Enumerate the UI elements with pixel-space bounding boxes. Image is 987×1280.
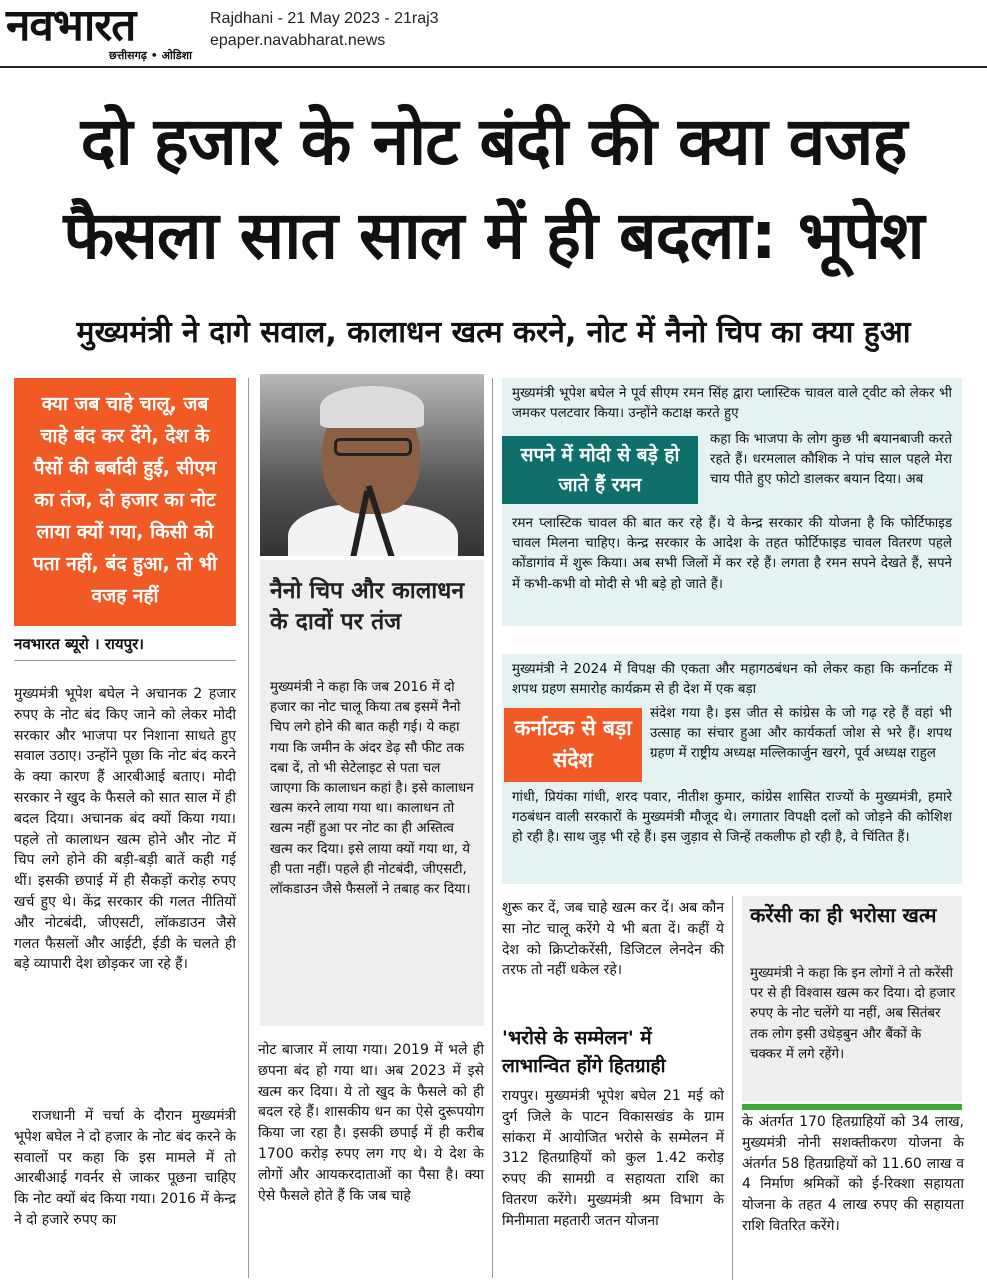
nano-chip-heading: नैनो चिप और कालाधन के दावों पर तंज [270,578,465,635]
logo-text: नवभारत [6,0,136,51]
sapne-side-text: कहा कि भाजपा के लोग कुछ भी बयानबाजी करते रहते हैं। धरमलाल कौशिक ने पांच साल पहले मेरा चाय पीते हुए फोटो डालकर बयान दिया। अब [710,432,952,488]
column-4-bottom-text: के अंतर्गत 170 हितग्राहियों को 34 लाख, मुख्यमंत्री नोनी सशक्तीकरण योजना के अंतर्गत 58 हितग्राहियों को 11.60 लाख व 4 निर्माण श्रमिकों को ई-रिक्शा सहायता योजना के तहत 4 लाख रुपए की सहायता राशि वितरित करेंगे। [742,1114,964,1234]
headline-line-1: दो हजार के नोट बंदी की क्या वजह [80,103,907,180]
pull-quote-text: क्या जब चाहे चालू, जब चाहे बंद कर देंगे, देश के पैसों की बर्बादी हुई, सीएम का तंज, दो हजार का नोट लाया क्यों गया, किसी को पता नहीं, बंद हुआ, तो भी वजह नहीं [32,393,218,607]
byline: नवभारत ब्यूरो । रायपुर। [14,635,144,653]
sapne-rest-text: रमन प्लास्टिक चावल की बात कर रहे हैं। ये केन्द्र सरकार की योजना है कि फोर्टिफाइड चावल मिलना चाहिए। केन्द्र सरकार के आदेश के तहत फोर्टिफाइड चावल वितरण पहले कोंडागांव में शुरू किया। अब सभी जिलों में कर रहे हैं। लगता है रमन सपने देखते हैं, सपने में कभी-कभी वो मोदी से भी बड़े हो जाते हैं। [512,516,952,592]
edition-line: Rajdhani - 21 May 2023 - 21raj3 [210,10,439,27]
column-1-paragraph-2: राजधानी में चर्चा के दौरान मुख्यमंत्री भूपेश बघेल ने दो हजार के नोट बंद करने के सवालों पर कहा कि इस मामले में तो आरबीआई गवर्नर से जाकर पूछना चाहिए कि नोट क्यों बंद किया गया। 2016 में केन्द्र ने दो हजारे रुपए का [14,1108,236,1228]
karnataka-heading: कर्नाटक से बड़ा संदेश [504,708,642,782]
edition-meta [210,8,560,52]
pull-quote-box [14,378,236,626]
column-divider-1 [248,378,249,1278]
column-3-top-text: शुरू कर दें, जब चाहे खत्म कर दें। अब कौन सा नोट चालू करेंगे ये भी बता दें। कहीं ये देश को क्रिप्टोकरेंसी, डिजिटल लेनदेन की तरफ तो नहीं धकेल रहे। [502,900,724,979]
currency-text: मुख्यमंत्री ने कहा कि इन लोगों ने तो करेंसी पर से ही विश्वास खत्म कर दिया। दो हजार रुपए के नोट चलेंगे या नहीं, अब सितंबर तक लोग इसी उधेड़बुन और बैंकों के चक्कर में लगे रहेंगे। [750,966,956,1062]
karnataka-rest-text: गांधी, प्रियंका गांधी, शरद पवार, नीतीश कुमार, कांग्रेस शासित राज्यों के मुख्यमंत्री, हमारे गठबंधन वाली सरकारों के मुख्यमंत्री मौजूद थे। लगातार विपक्षी दलों को जोड़ने की कोशिश हो रही है। साथ जुड़ भी रहे हैं। इस जुड़ाव से जिन्हें तकलीफ हो रही है, वे चिंतित हैं। [512,790,952,846]
column-1-paragraph-1: मुख्यमंत्री भूपेश बघेल ने अचानक 2 हजार रुपए के नोट बंद किए जाने को लेकर मोदी सरकार और भाजपा पर निशाना साधते हुए सवाल उठाए। उन्होंने पूछा कि नोट बंद करने के क्या कारण हैं आरबीआई बताए। मोदी सरकार ने खुद के फैसले को सात साल में ही बदल दिया। अचानक बंद क्यों किया गया। पहले तो कालाधन खत्म होने और नोट में चिप लगे होने की बड़ी-बड़ी बातें कही गई थीं। इसकी छपाई में ही सैकड़ों करोड़ रुपए खर्च हुए थे। केंद्र सरकार की गलत नीतियों और नोटबंदी, जीएसटी, लॉकडाउन जैसे गलत फैसलों और आईटी, ईडी के चलते ही बड़े व्यापारी देश छोड़कर जा रहे हैं। [14,686,236,973]
sapne-intro: मुख्यमंत्री भूपेश बघेल ने पूर्व सीएम रमन सिंह द्वारा प्लास्टिक चावल वाले ट्वीट को लेकर भी जमकर पलटवार किया। उन्होंने कटाक्ष करते हुए [512,386,952,422]
karnataka-side-text: संदेश गया है। इस जीत से कांग्रेस के जो गढ़ रहे हैं वहां भी उत्साह का संचार हुआ और कार्यकर्ता जोश से भरे हैं। शपथ ग्रहण में राष्ट्रीय अध्यक्ष मल्लिकार्जुन खरगे, पूर्व अध्यक्ष राहुल [650,706,952,762]
photo-hair-shape [320,386,424,428]
karnataka-intro: मुख्यमंत्री ने 2024 में विपक्ष की एकता और महागठबंधन को लेकर कहा कि कर्नाटक में शपथ ग्रहण समारोह कार्यक्रम से ही देश में एक बड़ा [512,662,952,698]
headline-line-2: फैसला सात साल में ही बदला: भूपेश [63,197,924,274]
byline-rule [14,660,236,661]
cm-photo [260,374,484,556]
sapne-heading: सपने में मोदी से बड़े हो जाते हैं रमन [502,436,698,504]
subheadline: मुख्यमंत्री ने दागे सवाल, कालाधन खत्म करने, नोट में नैनो चिप का क्या हुआ [76,315,911,350]
column-divider-3 [732,896,733,1280]
nano-chip-text: मुख्यमंत्री ने कहा कि जब 2016 में दो हजार का नोट चालू किया तब इसमें नैनो चिप लगे होने की बात कही गई। ये कहा गया कि जमीन के अंदर डेढ़ सौ फीट तक दबा दें, तो भी सेटेलाइट से पता चल जाएगा कि कालाधन कहां है। इसे कालाधन खत्म करने लाया गया था। कालाधन तो खत्म नहीं हुआ पर नोट का ही अस्तित्व खत्म कर दिया। इसे लाया क्यों गया था, ये ही पता नहीं। पहले ही नोटबंदी, जीएसटी, लॉकडाउन जैसे फैसलों ने तबाह कर दिया। [270,680,474,898]
logo-subtitle: छत्तीसगढ़ • ओडिशा [109,49,192,62]
masthead-divider [0,66,987,68]
green-divider-bar [742,1104,962,1110]
currency-heading: करेंसी का ही भरोसा खत्म [750,903,937,927]
column-2-bottom-text: नोट बाजार में लाया गया। 2019 में भले ही छपना बंद हो गया था। अब 2023 में इसे खत्म कर दिया। ये तो खुद के फैसले को ही बदल रहे हैं। शासकीय धन का ऐसे दुरूपयोग किया जा रहा है। इसकी छपाई में ही करीब 1700 करोड़ रुपए लग गए थे। ये देश के लोगों और आयकरदाताओं का पैसा है। क्या ऐसे फैसले होते हैं कि जब चाहे [258,1042,484,1204]
bharose-heading: 'भरोसे के सम्मेलन' में लाभान्वित होंगे हितग्राही [502,1027,666,1077]
bharose-text: रायपुर। मुख्यमंत्री भूपेश बघेल 21 मई को दुर्ग जिले के पाटन विकासखंड के ग्राम सांकरा में आयोजित भरोसे के सम्मेलन में 312 हितग्राहियों को कुल 1.42 करोड़ रुपए की सामग्री व सहायता राशि का वितरण करेंगे। मुख्यमंत्री श्रम विभाग के मिनीमाता महतारी जतन योजना [502,1088,724,1229]
epaper-url[interactable]: epaper.navabharat.news [210,32,386,49]
newspaper-logo [6,0,192,62]
column-divider-2 [492,378,493,1278]
photo-glasses-shape [334,438,412,456]
